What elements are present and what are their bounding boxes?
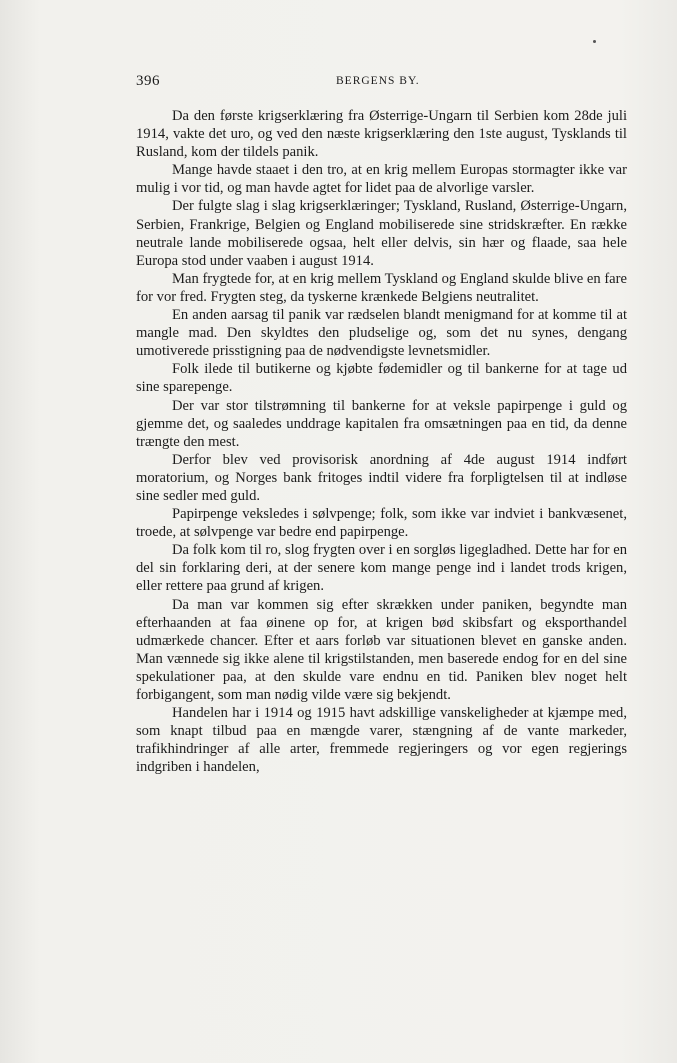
body-text: [136, 107, 627, 776]
paragraph: Da folk kom til ro, slog frygten over i en sorgløs ligegladhed. Dette har for en del sin forklaring deri, at der senere kom mange penge ind i landet trods krigen, eller rettere paa grund af krigen.: [136, 542, 627, 595]
paragraph: Papirpenge veksledes i sølvpenge; folk, som ikke var indviet i bankvæsenet, troede, at sølvpenge var bedre end papirpenge.: [136, 506, 627, 541]
paragraph: Derfor blev ved provisorisk anordning af 4de august 1914 indført moratorium, og Norges bank fritoges indtil videre fra forpligtelsen til at indløse sine sedler med guld.: [136, 451, 627, 504]
paragraph: Der var stor tilstrømning til bankerne for at veksle papirpenge i guld og gjemme det, og saaledes unddrage kapitalen fra omsætningen paa en tid, da denne trængte den mest.: [136, 397, 627, 450]
paragraph: Der fulgte slag i slag krigserklæringer; Tyskland, Rusland, Østerrige-Ungarn, Serbien, Frankrige, Belgien og England mobiliserede sine stridskræfter. En række neutrale lande mobiliserede ogsaa, helt eller delvis, sin hær og flaade, saa hele Europa stod under vaaben i august 1914.: [136, 198, 627, 269]
paragraph: Folk ilede til butikerne og kjøbte fødemidler og til bankerne for at tage ud sine sparepenge.: [136, 361, 627, 396]
paragraph: Mange havde staaet i den tro, at en krig mellem Europas stormagter ikke var mulig i vor tid, og man havde agtet for lidet paa de alvorlige varsler.: [136, 162, 627, 197]
paragraph: En anden aarsag til panik var rædselen blandt menigmand for at komme til at mangle mad. Den skyldtes den pludselige og, som det nu synes, dengang umotiverede prisstigning paa de nødvendigste levnetsmidler.: [136, 307, 627, 360]
page-number: 396: [136, 73, 160, 89]
running-title: BERGENS BY.: [336, 75, 420, 87]
paragraph: Man frygtede for, at en krig mellem Tyskland og England skulde blive en fare for vor fred. Frygten steg, da tyskerne krænkede Belgiens neutralitet.: [136, 270, 627, 305]
ink-speck: [593, 40, 596, 43]
paragraph: Da den første krigserklæring fra Østerrige-Ungarn til Serbien kom 28de juli 1914, vakte det uro, og ved den næste krigserklæring den 1ste august, Tysklands til Rusland, kom der tildels panik.: [136, 108, 627, 161]
page-header: [136, 73, 630, 93]
paragraph: Handelen har i 1914 og 1915 havt adskillige vanskeligheder at kjæmpe med, som knapt tilbud paa en mængde varer, stængning af de vante markeder, trafikhindringer af alle arter, fremmede regjeringers og vor egen regjerings indgriben i handelen,: [136, 705, 627, 776]
paragraph: Da man var kommen sig efter skrækken under paniken, begyndte man efterhaanden at faa øinene op for, at krigen bød skibsfart og eksporthandel udmærkede chancer. Efter et aars forløb var situationen blevet en ganske anden. Man vænnede sig ikke alene til krigstilstanden, men baserede endog for en del sine spekulationer paa, at den skulde vare endnu en tid. Paniken blev noget helt forbigangent, som man nødig vilde være sig bekjendt.: [136, 596, 627, 703]
